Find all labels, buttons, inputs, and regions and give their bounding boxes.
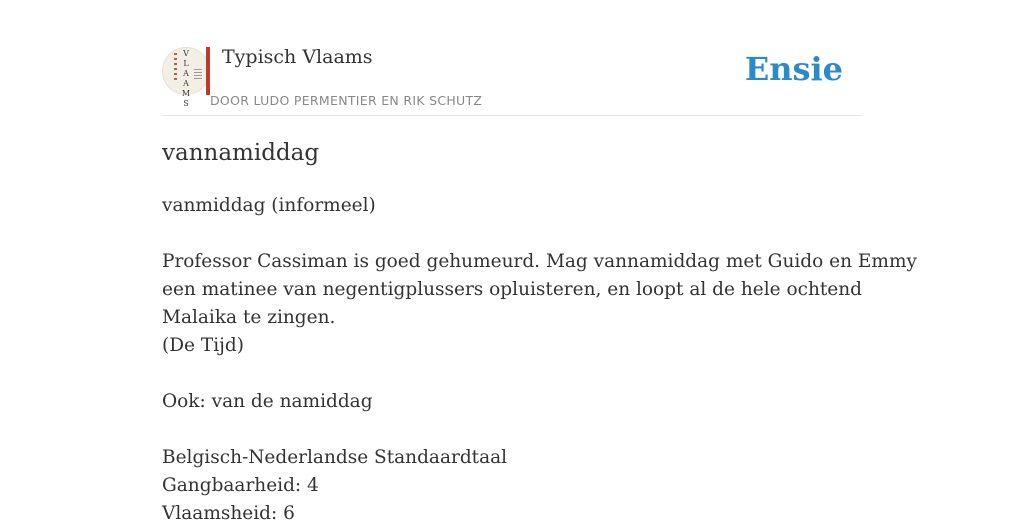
- cover-letter: L: [183, 59, 189, 68]
- page-container: [162, 0, 917, 524]
- cover-letter: A: [183, 79, 189, 88]
- entry-body: [162, 192, 917, 528]
- entry-line: Professor Cassiman is goed gehumeurd. Mag vannamiddag met Guido en Emmy: [162, 251, 917, 272]
- book-cover-image[interactable]: [162, 47, 210, 108]
- cover-letter: V: [183, 49, 189, 58]
- entry-line: [162, 360, 862, 388]
- cover-letter: S: [183, 99, 189, 108]
- entry-line: [162, 416, 862, 444]
- entry-line: Vlaamsheid: 6: [162, 503, 295, 524]
- book-authors: DOOR LUDO PERMENTIER EN RIK SCHUTZ: [210, 93, 483, 108]
- book-title[interactable]: Typisch Vlaams: [222, 46, 373, 68]
- cover-spine: [206, 47, 210, 95]
- entry-line: (De Tijd): [162, 335, 244, 356]
- entry-line: een matinee van negentigplussers opluisteren, en loopt al de hele ochtend: [162, 279, 863, 300]
- entry-line: Belgisch-Nederlandse Standaardtaal: [162, 447, 508, 468]
- cover-side-text: [174, 53, 177, 83]
- cover-letter: A: [183, 69, 189, 78]
- ensie-logo-link[interactable]: Ensie: [744, 50, 843, 88]
- header: [162, 0, 862, 116]
- entry-line: vanmiddag (informeel): [162, 195, 376, 216]
- entry-line: [162, 220, 862, 248]
- cover-letter: M: [181, 89, 191, 98]
- entry-title: vannamiddag: [162, 140, 320, 166]
- entry-line: Ook: van de namiddag: [162, 391, 373, 412]
- cover-small-text: [194, 69, 202, 81]
- cover-letters: [181, 49, 191, 109]
- entry-line: Malaika te zingen.: [162, 307, 336, 328]
- entry-line: Gangbaarheid: 4: [162, 475, 319, 496]
